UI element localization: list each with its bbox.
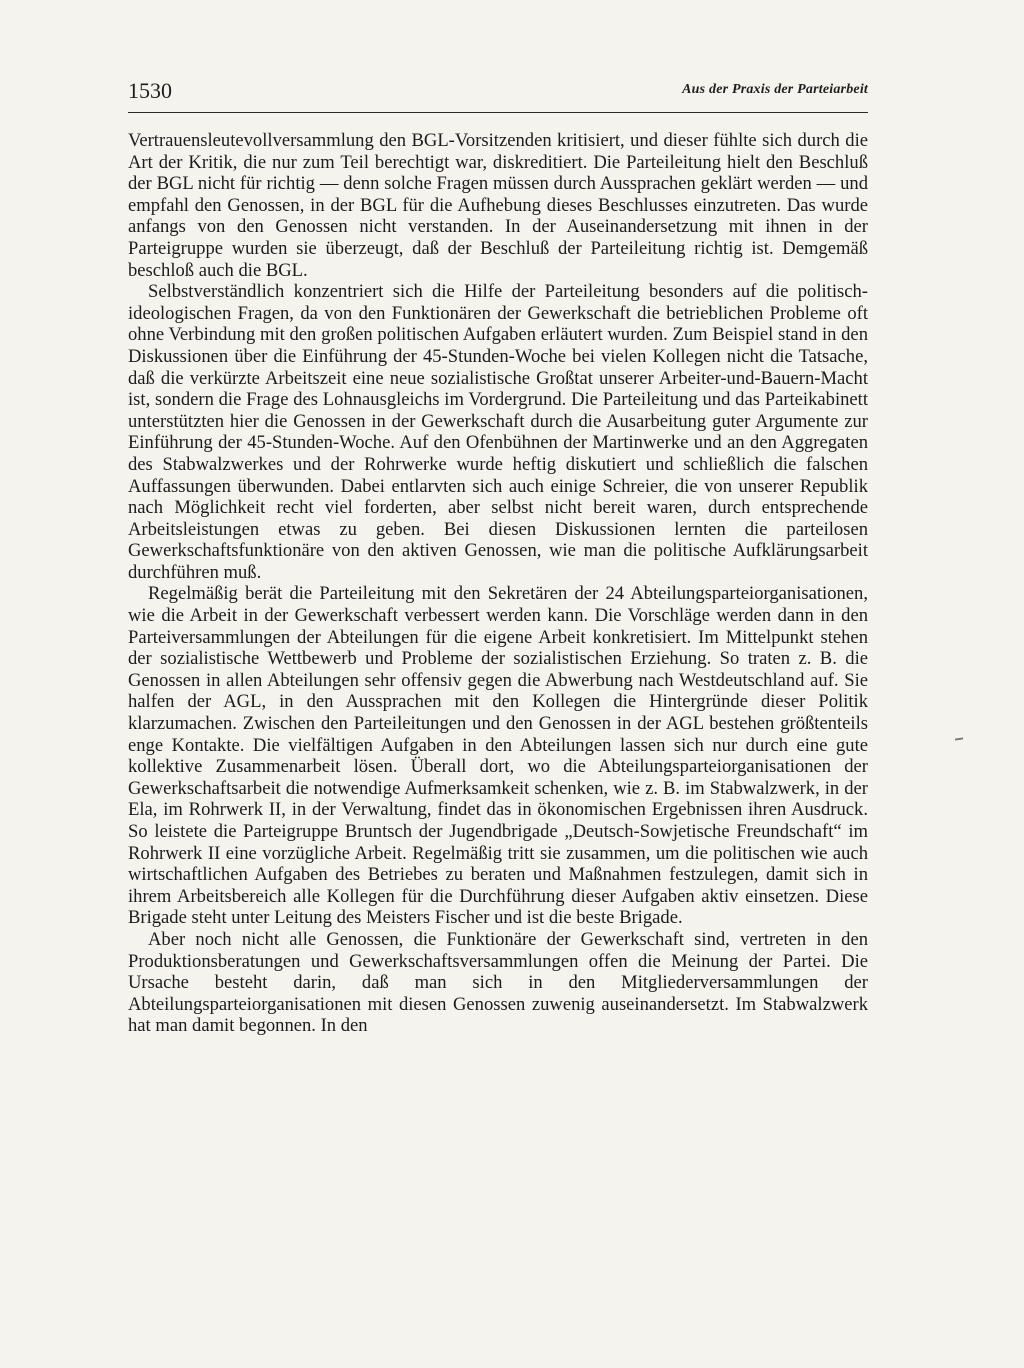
- body-text: [128, 130, 868, 1037]
- paragraph-4: Aber noch nicht alle Genossen, die Funktionäre der Gewerkschaft sind, vertreten in den Produktionsberatungen und Gewerkschaftsversammlungen offen die Meinung der Partei. Die Ursache besteht darin, daß man sich in den Mitgliederversammlungen der Abteilungsparteiorganisationen mit diesen Genossen zuwenig auseinandersetzt. Im Stabwalzwerk hat man damit begonnen. In den: [128, 928, 868, 1037]
- page-number: 1530: [128, 78, 172, 103]
- paragraph-1: Vertrauensleutevollversammlung den BGL-Vorsitzenden kritisiert, und dieser fühlte sich durch die Art der Kritik, die nur zum Teil berechtigt war, diskreditiert. Die Parteileitung hielt den Beschluß der BGL nicht für richtig — denn solche Fragen müssen durch Aussprachen geklärt werden — und empfahl den Genossen, in der BGL für die Aufhebung dieses Beschlusses einzutreten. Das wurde anfangs von den Genossen nicht verstanden. In der Auseinandersetzung mit ihnen in der Parteigruppe wurden sie überzeugt, daß der Beschluß der Parteileitung richtig ist. Demgemäß beschloß auch die BGL.: [128, 130, 868, 281]
- page-header: [128, 78, 868, 113]
- margin-mark: [955, 737, 963, 740]
- paragraph-2: Selbstverständlich konzentriert sich die Hilfe der Parteileitung besonders auf die politisch-ideologischen Fragen, da von den Funktionären der Gewerkschaft die betrieblichen Probleme oft ohne Verbindung mit den großen politischen Aufgaben erläutert wurden. Zum Beispiel stand in den Diskussionen über die Einführung der 45-Stunden-Woche bei vielen Kollegen nicht die Tatsache, daß die verkürzte Arbeitszeit eine neue sozialistische Großtat unserer Arbeiter-und-Bauern-Macht ist, sondern die Frage des Lohnausgleichs im Vordergrund. Die Parteileitung und das Parteikabinett unterstützten hier die Genossen in der Gewerkschaft durch die Ausarbeitung guter Argumente zur Einführung der 45-Stunden-Woche. Auf den Ofenbühnen der Martinwerke und an den Aggregaten des Stabwalzwerkes und der Rohrwerke wurde heftig diskutiert und schließlich die falschen Auffassungen überwunden. Dabei entlarvten sich auch einige Schreier, die von unserer Republik nach Möglichkeit recht viel forderten, aber selbst nicht bereit waren, durch entsprechende Arbeitsleistungen etwas zu geben. Bei diesen Diskussionen lernten die parteilosen Gewerkschaftsfunktionäre von den aktiven Genossen, wie man die politische Aufklärungsarbeit durchführen muß.: [128, 281, 868, 583]
- paragraph-3: Regelmäßig berät die Parteileitung mit den Sekretären der 24 Abteilungsparteiorganisationen, wie die Arbeit in der Gewerkschaft verbessert werden kann. Die Vorschläge werden dann in den Parteiversammlungen der Abteilungen für die eigene Arbeit konkretisiert. Im Mittelpunkt stehen der sozialistische Wettbewerb und Probleme der sozialistischen Erziehung. So traten z. B. die Genossen in allen Abteilungen sehr offensiv gegen die Abwerbung nach Westdeutschland auf. Sie halfen der AGL, in den Aussprachen mit den Kollegen die Hintergründe dieser Politik klarzumachen. Zwischen den Parteileitungen und den Genossen in der AGL bestehen größtenteils enge Kontakte. Die vielfältigen Aufgaben in den Abteilungen lassen sich nur durch eine gute kollektive Zusammenarbeit lösen. Überall dort, wo die Abteilungsparteiorganisationen der Gewerkschaftsarbeit die notwendige Aufmerksamkeit schenken, wie z. B. im Stabwalzwerk, in der Ela, im Rohrwerk II, in der Verwaltung, findet das in ökonomischen Ergebnissen ihren Ausdruck. So leistete die Parteigruppe Bruntsch der Jugendbrigade „Deutsch-Sowjetische Freundschaft“ im Rohrwerk II eine vorzügliche Arbeit. Regelmäßig tritt sie zusammen, um die politischen wie auch wirtschaftlichen Aufgaben des Betriebes zu beraten und Maßnahmen festzulegen, damit sich in ihrem Arbeitsbereich alle Kollegen für die Durchführung dieser Aufgaben aktiv einsetzen. Diese Brigade steht unter Leitung des Meisters Fischer und ist die beste Brigade.: [128, 583, 868, 929]
- running-title: Aus der Praxis der Parteiarbeit: [682, 82, 868, 97]
